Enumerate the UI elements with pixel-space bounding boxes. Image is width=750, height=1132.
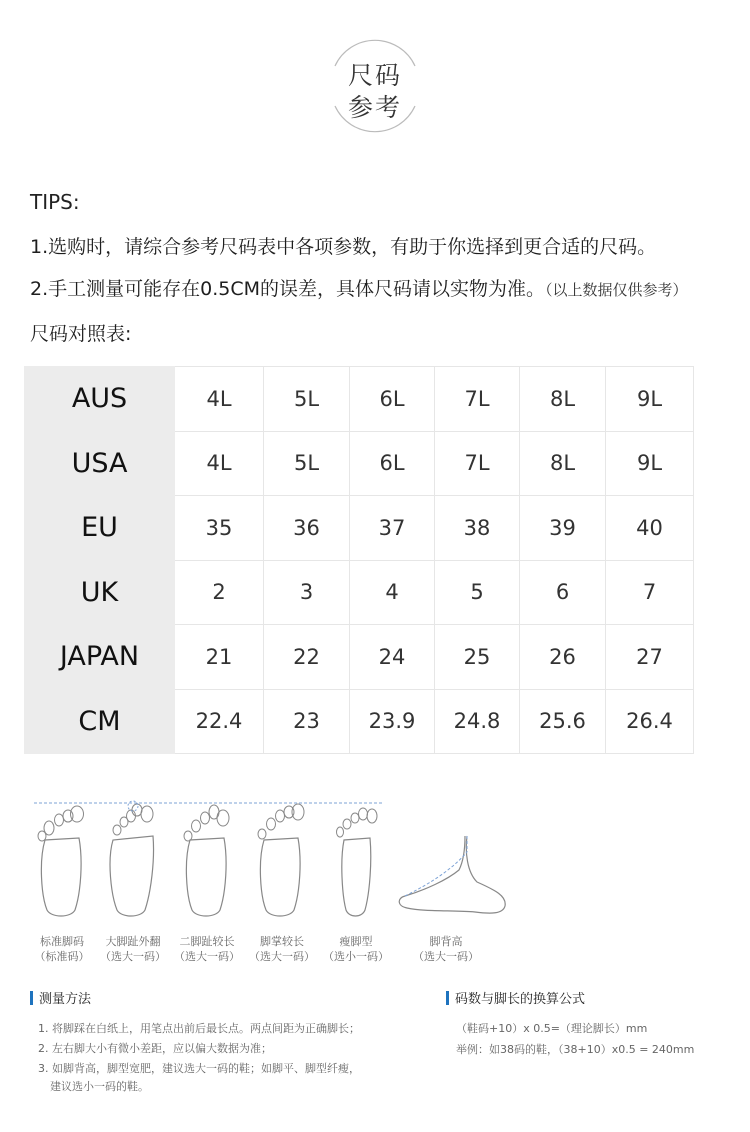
standard-foot-icon — [33, 800, 93, 920]
foot-type-advice: （标准码） — [34, 950, 90, 963]
accent-bar-icon — [446, 991, 449, 1005]
formula-title — [446, 988, 585, 1007]
row-label: CM — [25, 689, 175, 754]
table-cell: 9L — [606, 367, 694, 432]
table-row-eu — [25, 496, 694, 561]
table-row-usa — [25, 431, 694, 496]
tips-heading: TIPS: — [30, 190, 80, 214]
table-cell: 25 — [435, 625, 520, 690]
long-second-toe-foot-icon — [178, 800, 238, 920]
table-cell: 2 — [175, 560, 264, 625]
table-cell: 38 — [435, 496, 520, 561]
table-row-uk — [25, 560, 694, 625]
table-row-aus — [25, 367, 694, 432]
table-cell: 35 — [175, 496, 264, 561]
table-cell: 5L — [264, 431, 350, 496]
table-cell: 26 — [520, 625, 606, 690]
table-cell: 8L — [520, 367, 606, 432]
table-cell: 24 — [350, 625, 435, 690]
table-cell: 23 — [264, 689, 350, 754]
table-cell: 23.9 — [350, 689, 435, 754]
foot-type-advice: （选小一码） — [323, 950, 389, 963]
table-cell: 4L — [175, 431, 264, 496]
table-cell: 22 — [264, 625, 350, 690]
table-cell: 6L — [350, 367, 435, 432]
row-label: UK — [25, 560, 175, 625]
table-cell: 40 — [606, 496, 694, 561]
row-label: USA — [25, 431, 175, 496]
table-cell: 26.4 — [606, 689, 694, 754]
table-row-japan — [25, 625, 694, 690]
row-label: EU — [25, 496, 175, 561]
table-cell: 5 — [435, 560, 520, 625]
table-cell: 27 — [606, 625, 694, 690]
size-chart-table — [24, 366, 694, 754]
tip-line-2-note: （以上数据仅供参考） — [545, 281, 688, 299]
measure-step-2: 2. 左右脚大小有微小差距，应以偏大数据为准； — [38, 1042, 272, 1055]
accent-bar-icon — [30, 991, 33, 1005]
table-cell: 8L — [520, 431, 606, 496]
size-reference-badge — [325, 28, 425, 144]
tip-line-1: 1.选购时，请综合参考尺码表中各项参数，有助于你选择到更合适的尺码。 — [30, 236, 657, 258]
bunion-foot-icon — [103, 800, 163, 920]
table-cell: 4L — [175, 367, 264, 432]
foot-type-advice: （选大一码） — [100, 950, 166, 963]
foot-caption-long-sole — [242, 934, 322, 964]
foot-type-advice: （选大一码） — [174, 950, 240, 963]
formula-line-2: 举例：如38码的鞋，（38+10）x0.5 = 240mm — [456, 1043, 695, 1056]
table-cell: 22.4 — [175, 689, 264, 754]
row-label: JAPAN — [25, 625, 175, 690]
slim-foot-icon — [328, 800, 388, 920]
foot-type-name: 瘦脚型 — [339, 935, 373, 948]
foot-caption-slim — [316, 934, 396, 964]
table-cell: 9L — [606, 431, 694, 496]
table-cell: 7L — [435, 431, 520, 496]
table-cell: 4 — [350, 560, 435, 625]
table-cell: 7L — [435, 367, 520, 432]
foot-type-name: 标准脚码 — [40, 935, 84, 948]
foot-type-name: 二脚趾较长 — [179, 935, 235, 948]
foot-type-name: 大脚趾外翻 — [105, 935, 161, 948]
measure-step-3-cont: 建议选小一码的鞋。 — [50, 1080, 149, 1093]
table-cell: 7 — [606, 560, 694, 625]
long-sole-foot-icon — [252, 800, 312, 920]
foot-type-name: 脚背高 — [429, 935, 463, 948]
table-cell: 24.8 — [435, 689, 520, 754]
foot-type-name: 脚掌较长 — [260, 935, 304, 948]
formula-title-text: 码数与脚长的换算公式 — [455, 992, 586, 1007]
foot-type-advice: （选大一码） — [413, 950, 479, 963]
measure-step-3: 3. 如脚背高，脚型宽肥，建议选大一码的鞋；如脚平、脚型纤瘦， — [38, 1062, 360, 1075]
high-instep-foot-icon — [395, 832, 515, 922]
table-cell: 3 — [264, 560, 350, 625]
foot-caption-high-instep — [406, 934, 486, 964]
formula-line-1: （鞋码+10）x 0.5=（理论脚长）mm — [456, 1022, 648, 1035]
foot-caption-long-second-toe — [167, 934, 247, 964]
foot-type-advice: （选大一码） — [249, 950, 315, 963]
table-row-cm — [25, 689, 694, 754]
measure-step-1: 1. 将脚踩在白纸上，用笔点出前后最长点。两点间距为正确脚长； — [38, 1022, 360, 1035]
badge-line-2: 参考 — [347, 93, 402, 122]
table-cell: 5L — [264, 367, 350, 432]
badge-line-1: 尺码 — [347, 61, 402, 90]
foot-caption-bunion — [93, 934, 173, 964]
tip-line-2-text: 2.手工测量可能存在0.5CM的误差，具体尺码请以实物为准。 — [30, 278, 546, 300]
table-cell: 6 — [520, 560, 606, 625]
tip-line-2 — [30, 274, 688, 301]
size-table-title: 尺码对照表: — [30, 323, 132, 345]
row-label: AUS — [25, 367, 175, 432]
table-cell: 39 — [520, 496, 606, 561]
foot-caption-standard — [22, 934, 102, 964]
table-cell: 6L — [350, 431, 435, 496]
table-cell: 21 — [175, 625, 264, 690]
measure-title-text: 测量方法 — [39, 992, 92, 1007]
table-cell: 36 — [264, 496, 350, 561]
table-cell: 37 — [350, 496, 435, 561]
table-cell: 25.6 — [520, 689, 606, 754]
measure-method-title — [30, 988, 91, 1007]
